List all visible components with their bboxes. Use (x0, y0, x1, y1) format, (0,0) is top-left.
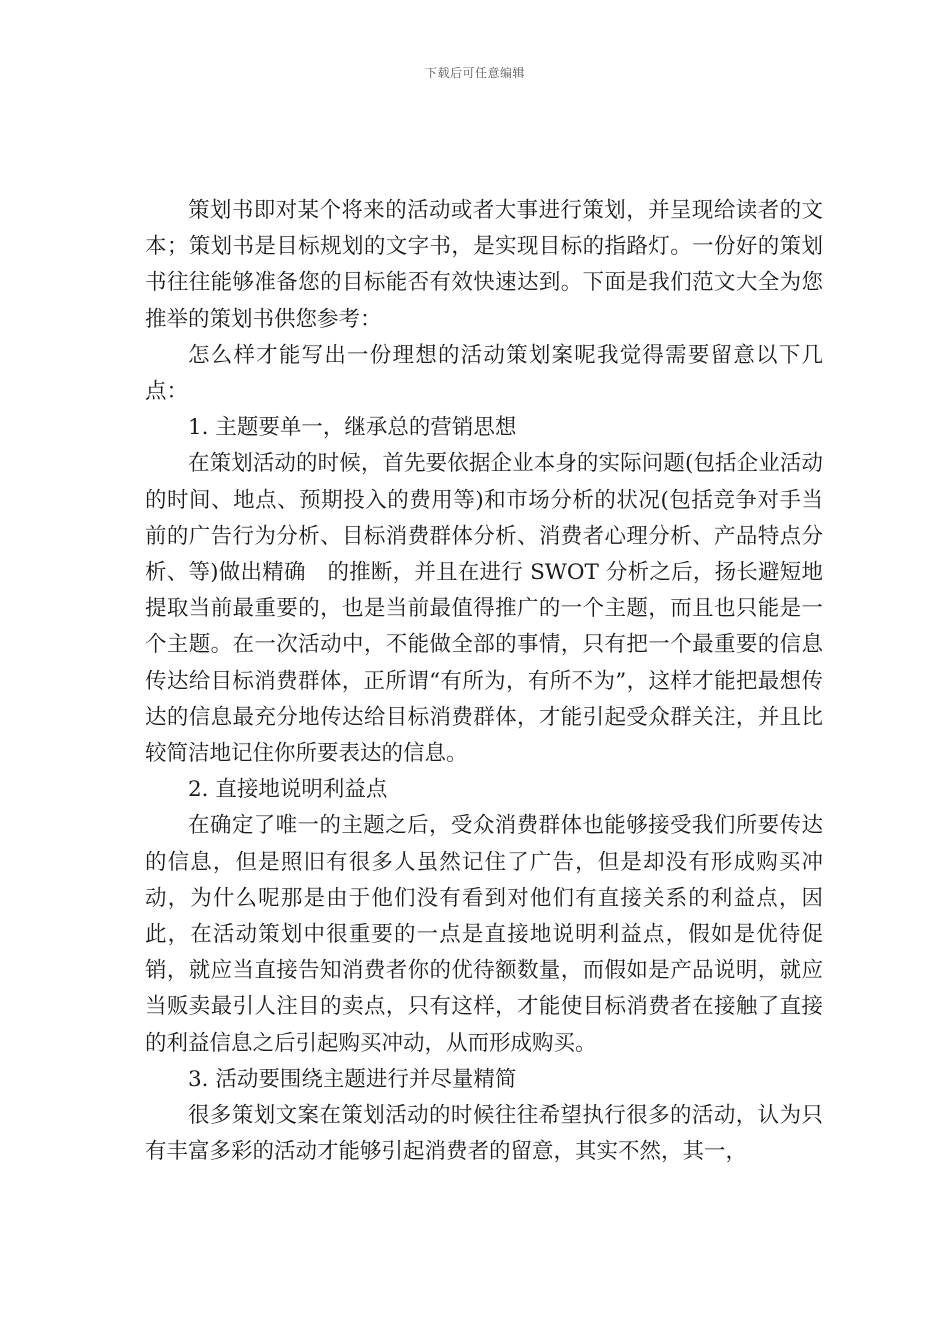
section-3-paragraph: 很多策划文案在策划活动的时候往往希望执行很多的活动，认为只有丰富多彩的活动才能够引起消费者的留意，其实不然，其一， (145, 1103, 823, 1165)
section-heading-2: 2. 直接地说明利益点 (188, 777, 388, 803)
page-header: 下载后可任意编辑 (424, 66, 525, 80)
intro-paragraph: 策划书即对某个将来的活动或者大事进行策划，并呈现给读者的文本；策划书是目标规划的文字书，是实现目标的指路灯。一份好的策划书往往能够准备您的目标能否有效快速达到。下面是我们范文大全为您推举的策划书供您参考： (145, 198, 823, 332)
document-body (145, 193, 823, 1170)
section-heading-1: 1. 主题要单一，继承总的营销思想 (188, 415, 517, 441)
section-2-paragraph: 在确定了唯一的主题之后，受众消费群体也能够接受我们所要传达的信息，但是照旧有很多人虽然记住了广告，但是却没有形成购买冲动，为什么呢那是由于他们没有看到对他们有直接关系的利益点，因此，在活动策划中很重要的一点是直接地说明利益点，假如是优待促销，就应当直接告知消费者你的优待额数量，而假如是产品说明，就应当贩卖最引人注目的卖点，只有这样，才能使目标消费者在接触了直接的利益信息之后引起购买冲动，从而形成购买。 (145, 813, 823, 1056)
section-heading-3: 3. 活动要围绕主题进行并尽量精简 (188, 1066, 517, 1092)
section-1-paragraph: 在策划活动的时候，首先要依据企业本身的实际问题(包括企业活动的时间、地点、预期投入的费用等)和市场分析的状况(包括竞争对手当前的广告行为分析、目标消费群体分析、消费者心理分析、产品特点分析、等)做出精确 的推断，并且在进行 SWOT 分析之后，扬长避短地提取当前最重要的，也是当前最值得推广的一个主题，而且也只能是一个主题。在一次活动中，不能做全部的事情，只有把一个最重要的信息传达给目标消费群体，正所谓“有所为，有所不为”，这样才能把最想传达的信息最充分地传达给目标消费群体，才能引起受众群关注，并且比较简洁地记住你所要表达的信息。 (145, 451, 823, 767)
question-paragraph: 怎么样才能写出一份理想的活动策划案呢我觉得需要留意以下几点： (145, 342, 823, 405)
